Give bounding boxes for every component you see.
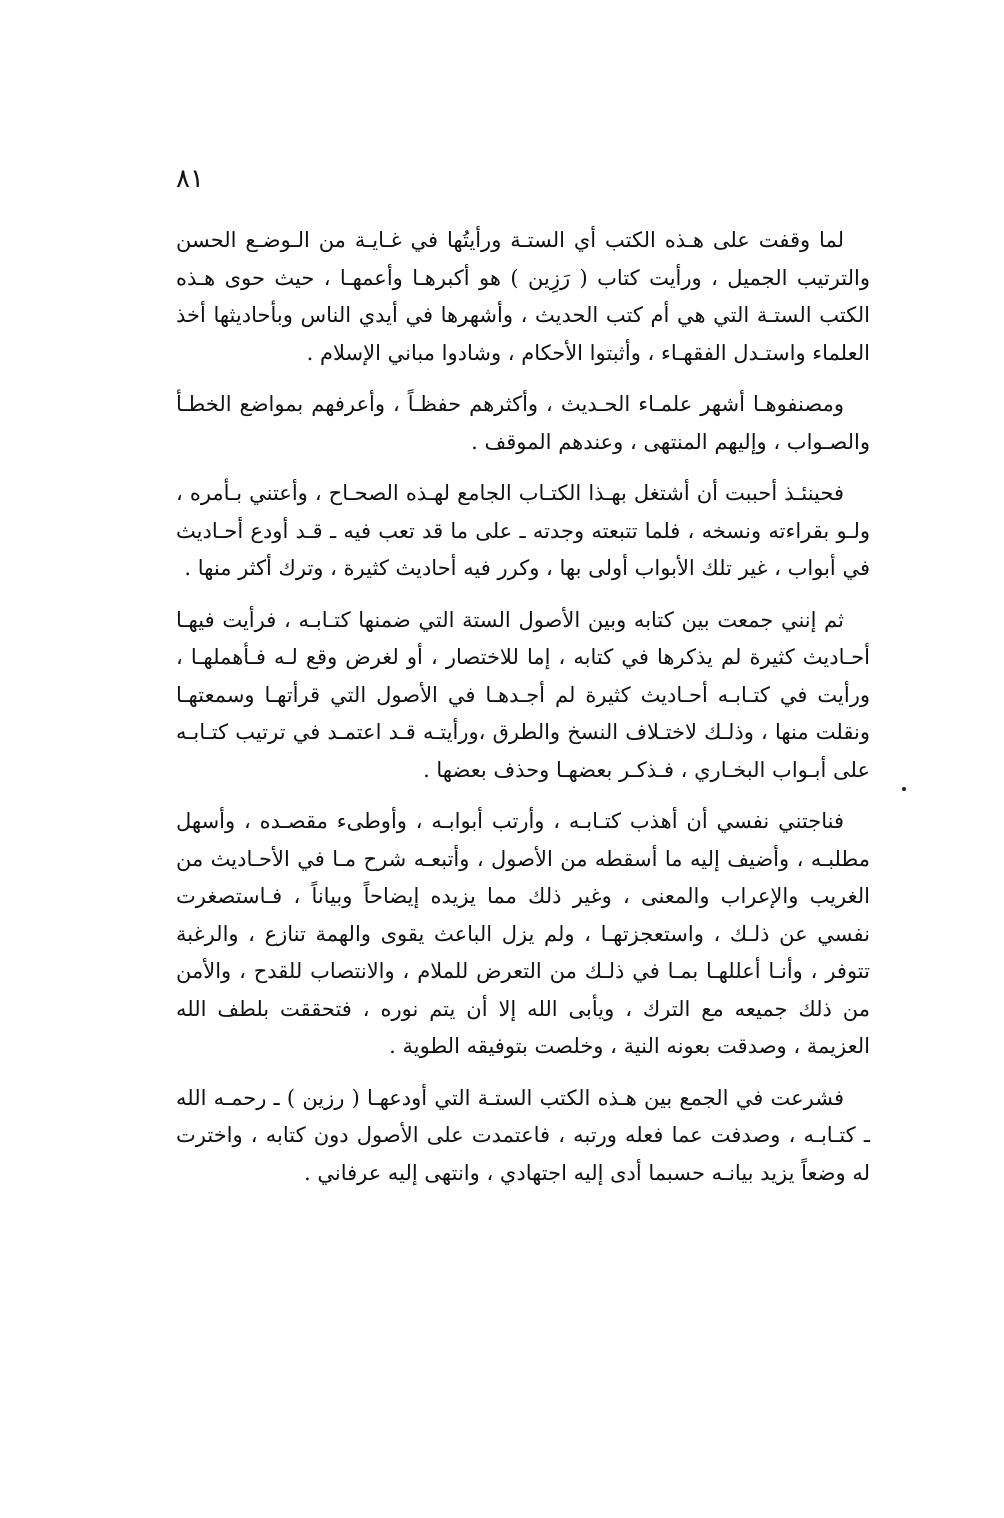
body-text bbox=[176, 222, 870, 1206]
paragraph-2: ومصنفوهـا أشهر علمـاء الحـديث ، وأكثرهم حفظـاً ، وأعرفهم بمواضع الخطـأ والصـواب ، وإليهم المنتهى ، وعندهم الموقف . bbox=[176, 392, 870, 454]
page-number: ٨١ bbox=[176, 164, 204, 194]
paragraph-5: فناجتني نفسي أن أهذب كتـابـه ، وأرتب أبوابـه ، وأوطىء مقصـده ، وأسهل مطلبـه ، وأضيف إليه ما أسقطه من الأصول ، وأتبعـه شرح مـا في الأحـاديث من الغريب والإعراب والمعنى ، وغير ذلك مما يزيده إيضاحاً وبياناً ، فـاستصغرت نفسي عن ذلـك ، واستعجزتهـا ، ولم يزل الباعث يقوى والهمة تنازع ، والرغبة تتوفر ، وأنـا أعللهـا بمـا في ذلـك من التعرض للملام ، والانتصاب للقدح ، والأمن من ذلك جميعه مع الترك ، ويأبى الله إلا أن يتم نوره ، فتحققت بلطف الله العزيمة ، وصدقت بعونه النية ، وخلصت بتوفيقه الطوية . bbox=[176, 809, 870, 1058]
paragraph-4: ثم إنني جمعت بين كتابه وبين الأصول الستة التي ضمنها كتـابـه ، فرأيت فيهـا أحـاديث كثيرة لم يذكرها في كتابه ، إما للاختصار ، أو لغرض وقع لـه فـأهملهـا ، ورأيت في كتـابـه أحـاديث كثيرة لم أجـدهـا في الأصول التي قرأتهـا وسمعتهـا ونقلت منها ، وذلـك لاختـلاف النسخ والطرق ،ورأيتـه قـد اعتمـد في ترتيب كتـابـه على أبـواب البخـاري ، فـذكـر بعضهـا وحذف بعضها . bbox=[176, 607, 870, 782]
paragraph-6: فشرعت في الجمع بين هـذه الكتب الستـة التي أودعهـا ( رزين ) ـ رحمـه الله ـ كتـابـه ، وصدفت عما فعله ورتبه ، فاعتمدت على الأصول دون كتابه ، واخترت له وضعاً يزيد بيانـه حسبما أدى إليه اجتهادي ، وانتهى إليه عرفاني . bbox=[176, 1085, 870, 1185]
paragraph-3: فحينئـذ أحببت أن أشتغل بهـذا الكتـاب الجامع لهـذه الصحـاح ، وأعتني بـأمره ، ولـو بقراءته ونسخه ، فلما تتبعته وجدته ـ على ما قد تعب فيه ـ قـد أودع أحـاديث في أبواب ، غير تلك الأبواب أولى بها ، وكرر فيه أحاديث كثيرة ، وترك أكثر منها . bbox=[176, 481, 870, 580]
stray-dot bbox=[902, 787, 906, 791]
paragraph-1: لما وقفت على هـذه الكتب أي الستـة ورأيتُها في غـايـة من الـوضـع الحسن والترتيب الجميل ، ورأيت كتاب ( رَزِين ) هو أكبرهـا وأعمهـا ، حيث حوى هـذه الكتب الستـة التي هي أم كتب الحديث ، وأشهرها في أيدي الناس وبأحاديثها أخذ العلماء واستـدل الفقهـاء ، وأثبتوا الأحكام ، وشادوا مباني الإسلام . bbox=[176, 228, 870, 365]
